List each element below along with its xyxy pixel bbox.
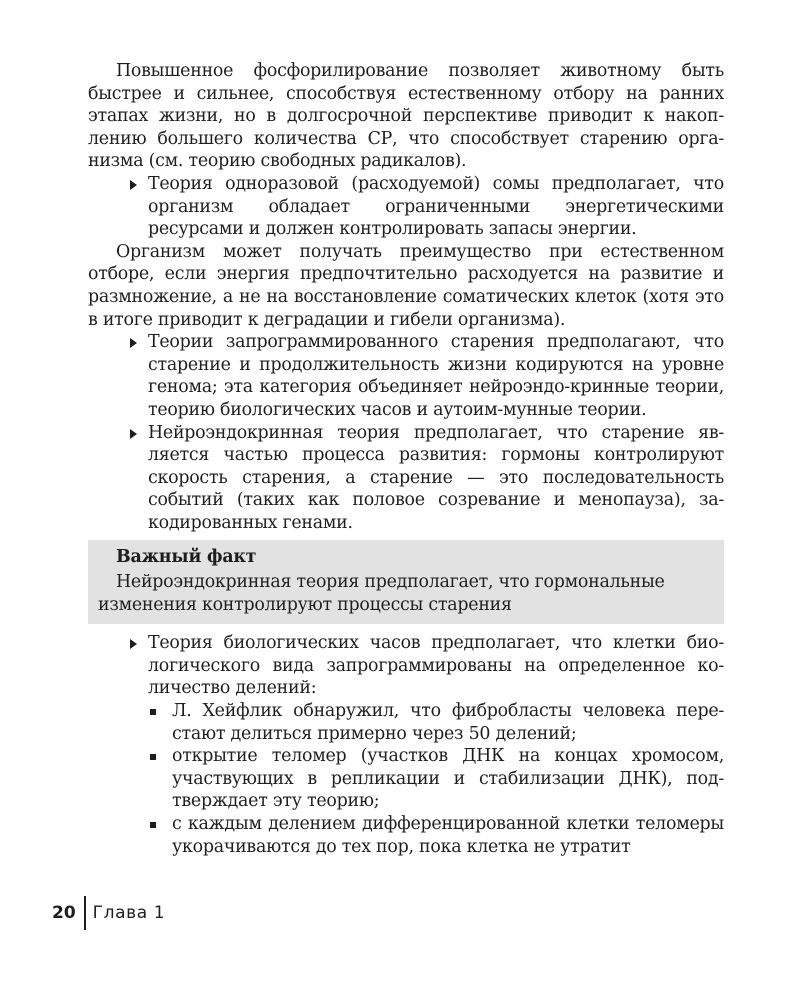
bullet-item xyxy=(148,173,724,241)
important-fact-box xyxy=(88,540,724,624)
bullet-item xyxy=(148,331,724,421)
sub-bullet-item xyxy=(172,700,724,745)
fact-text: Нейроэндокринная теория предполагает, что гормональные изменения контролируют процессы старения xyxy=(98,572,665,615)
square-bullet-icon xyxy=(150,709,156,715)
sub-bullet-text: Л. Хейфлик обнаружил, что фибробласты человека пере-стают делиться примерно через 50 делений; xyxy=(172,701,724,744)
triangle-bullet-icon xyxy=(130,338,137,348)
sub-bullet-text: открытие теломер (участков ДНК на концах хромосом, участвующих в репликации и стабилизации ДНК), под-тверждает эту теорию; xyxy=(172,746,724,812)
page-body xyxy=(88,60,724,858)
sub-bullet-item xyxy=(172,813,724,858)
bullet-item xyxy=(148,422,724,535)
square-bullet-icon xyxy=(150,754,156,760)
sub-bullet-text: с каждым делением дифференцированной клетки теломеры укорачиваются до тех пор, пока клетка не утратит xyxy=(172,814,724,857)
bullet-text: Теория одноразовой (расходуемой) сомы предполагает, что организм обладает ограниченными энергетическими ресурсами и должен контролировать запасы энергии. xyxy=(148,173,724,240)
bullet-text: Нейроэндокринная теория предполагает, что старение яв-ляется частью процесса развития: гормоны контролируют скорость старения, а старение — это последовательность событий (таких как половое созревание и менопауза), за-кодированных генами. xyxy=(148,422,724,533)
chapter-label: Глава 1 xyxy=(92,903,166,923)
bullet-text: Теория биологических часов предполагает, что клетки био-логического вида запрограммированы на определенное ко-личество делений: xyxy=(148,633,724,699)
triangle-bullet-icon xyxy=(130,639,137,649)
page-footer xyxy=(52,896,165,930)
paragraph: Организм может получать преимущество при естественном отборе, если энергия предпочтительно расходуется на развитие и размножение, а не на восстановление соматических клеток (хотя это в итоге приводит к деградации и гибели организма). xyxy=(88,241,724,330)
triangle-bullet-icon xyxy=(130,180,137,190)
triangle-bullet-icon xyxy=(130,429,137,439)
sub-bullet-item xyxy=(172,745,724,813)
bullet-item xyxy=(148,632,724,700)
bullet-text: Теории запрограммированного старения предполагают, что старение и продолжительность жизни кодируются на уровне генома; эта категория объединяет нейроэндо-кринные теории, теорию биологических часов и аутоим-мунные теории. xyxy=(148,332,724,420)
square-bullet-icon xyxy=(150,822,156,828)
fact-title: Важный факт xyxy=(116,547,257,568)
paragraph: Повышенное фосфорилирование позволяет животному быть быстрее и сильнее, способствуя естественному отбору на ранних этапах жизни, но в долгосрочной перспективе приводит к накоп-лению большего количества СР, что способствует старению орга-низма (см. теорию свободных радикалов). xyxy=(88,61,724,172)
page-number: 20 xyxy=(52,903,76,923)
footer-divider xyxy=(84,896,86,930)
